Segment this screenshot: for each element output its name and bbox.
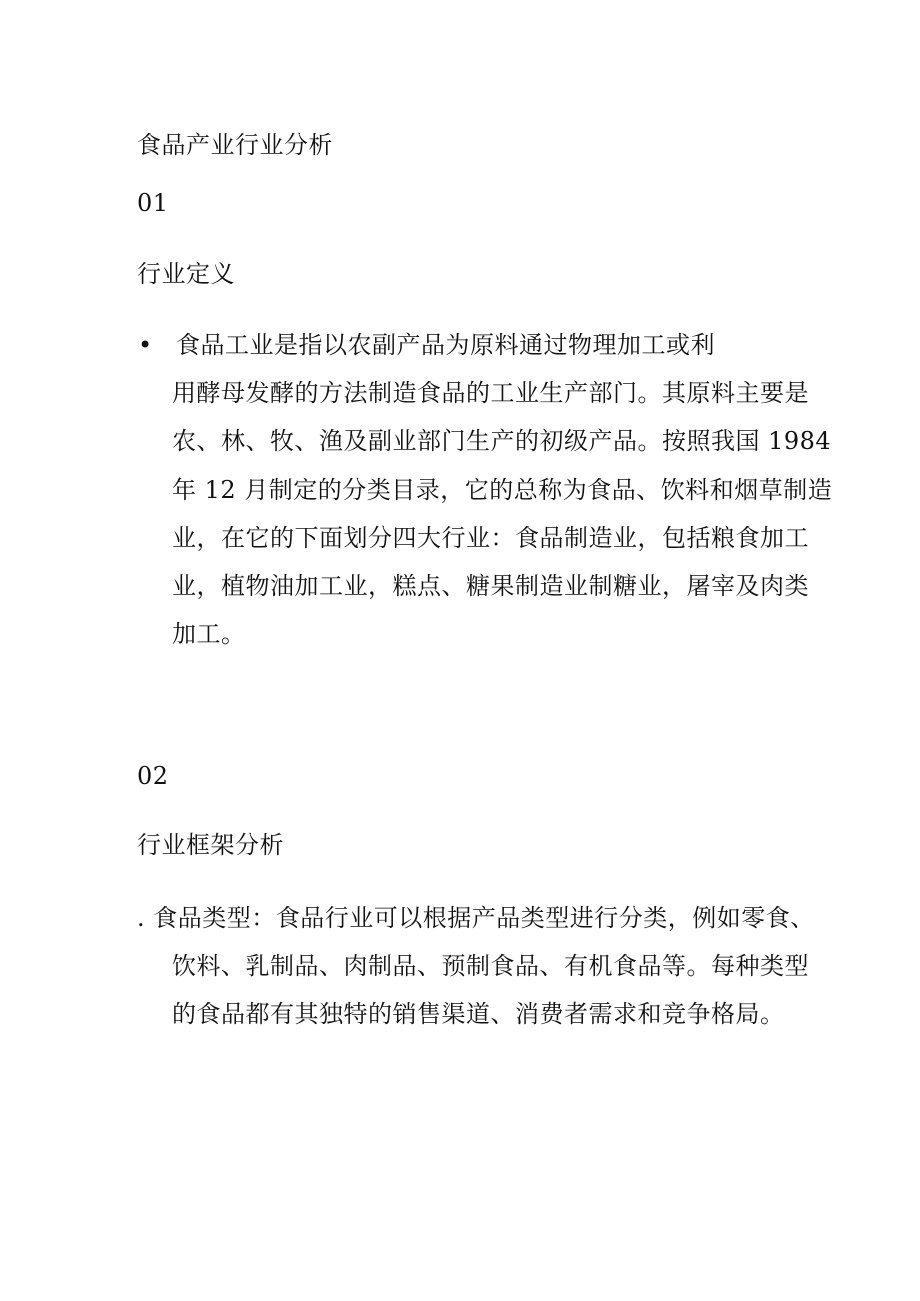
paragraph-line: 加工。 [172,620,246,648]
paragraph-line: . 食品类型：食品行业可以根据产品类型进行分类，例如零食、 [137,904,815,932]
section-number-01: 01 [137,189,169,217]
paragraph-line: 用酵母发酵的方法制造食品的工业生产部门。其原料主要是 [172,379,809,407]
paragraph-line: 业，植物油加工业，糕点、糖果制造业制糖业，屠宰及肉类 [172,572,809,600]
section-heading-definition: 行业定义 [137,260,235,288]
paragraph-line: 年 12 月制定的分类目录，它的总称为食品、饮料和烟草制造 [172,476,833,504]
paragraph-line: 饮料、乳制品、肉制品、预制食品、有机食品等。每种类型 [172,952,809,980]
paragraph-line: 食品工业是指以农副产品为原料通过物理加工或利 [176,331,715,359]
document-title: 食品产业行业分析 [137,131,333,159]
bullet-icon: • [138,331,153,359]
paragraph-line: 业，在它的下面划分四大行业：食品制造业，包括粮食加工 [172,524,809,552]
section-heading-framework: 行业框架分析 [137,831,284,859]
section-number-02: 02 [137,762,169,790]
paragraph-line: 的食品都有其独特的销售渠道、消费者需求和竞争格局。 [172,1000,785,1028]
paragraph-line: 农、林、牧、渔及副业部门生产的初级产品。按照我国 1984 [172,427,832,455]
